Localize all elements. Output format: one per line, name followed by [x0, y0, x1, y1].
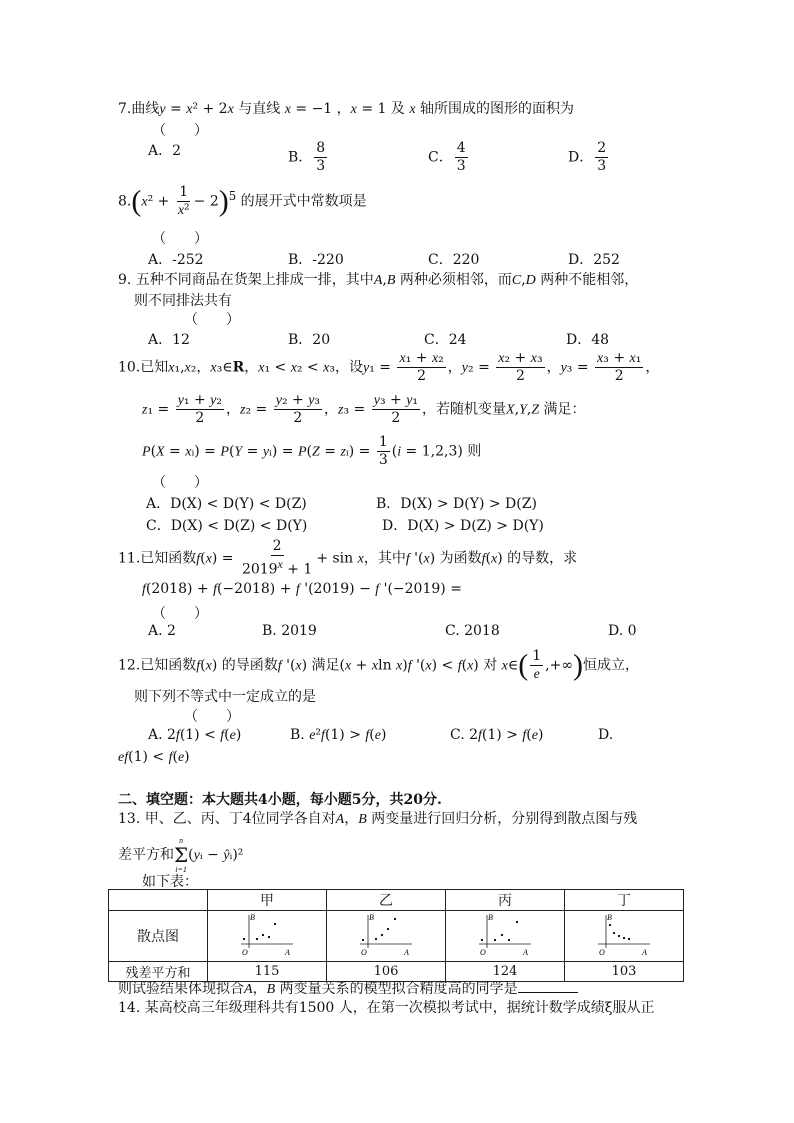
- q11-option-c: C. 2018: [445, 623, 500, 639]
- table-header-ding: 丁: [565, 890, 684, 911]
- residual-jia: 115: [208, 962, 327, 982]
- q7-option-d: D． $\frac{2}{3}$: [568, 140, 607, 174]
- svg-text:A: A: [404, 948, 409, 957]
- q12-option-d-cont: ef(1) < f(e): [118, 749, 190, 765]
- q7-option-b: B． $\frac{8}{3}$: [288, 140, 326, 174]
- svg-text:A: A: [523, 948, 528, 957]
- q10-line2: z₁ = $\frac{\text{y₁ + y₂}}{2}$ ，z₂ = $\frac{\text{y₂ + y₃}}{2}$ ，z₃ = $\frac{\text{y₃ + y₁}}{2}$ ，若随机变量X,Y,Z 满足：: [142, 392, 586, 426]
- q14-line1: 14. 某高校高三年级理科共有1500 人，在第一次模拟考试中，据统计数学成绩ξ服从正: [118, 1000, 655, 1016]
- table-header-empty: [109, 890, 208, 911]
- q12-paren: （ ）: [184, 709, 240, 725]
- q8-option-b: B．-220: [288, 252, 344, 268]
- q7-option-c: C． $\frac{4}{3}$: [428, 140, 466, 174]
- svg-text:O: O: [361, 948, 367, 957]
- q10-paren: （ ）: [152, 475, 208, 491]
- svg-text:A: A: [642, 948, 647, 957]
- q12-option-b: B. e²f(1) > f(e): [290, 727, 387, 743]
- q9-option-d: D．48: [566, 332, 610, 348]
- q12-option-a: A. 2f(1) < f(e): [148, 727, 242, 743]
- table-header-jia: 甲: [208, 890, 327, 911]
- row-label-residual: 残差平方和: [109, 962, 208, 982]
- svg-text:O: O: [480, 948, 486, 957]
- q11-option-b: B. 2019: [262, 623, 317, 639]
- row-label-scatter: 散点图: [109, 911, 208, 962]
- q10-option-c: C．D(X) < D(Z) < D(Y): [146, 518, 308, 534]
- q13-line2: 差平方和 n Σ i=1 (yᵢ − ŷᵢ)²: [118, 836, 244, 874]
- answer-blank[interactable]: [518, 992, 578, 993]
- q11-paren: （ ）: [152, 606, 208, 622]
- scatter-plot-yi: [327, 911, 446, 962]
- q10-line3: P(X = xᵢ) = P(Y = yᵢ) = P(Z = zᵢ) = $\frac{1}{3}$ (i = 1,2,3) 则: [142, 434, 482, 468]
- svg-text:O: O: [599, 948, 605, 957]
- q7-paren: （ ）: [152, 123, 208, 139]
- q10-option-b: B．D(X) > D(Y) > D(Z): [376, 496, 537, 512]
- table-header-yi: 乙: [327, 890, 446, 911]
- q10-option-d: D．D(X) > D(Z) > D(Y): [382, 518, 544, 534]
- q12-line2: 则下列不等式中一定成立的是: [134, 689, 316, 705]
- table-header-row: [109, 890, 684, 911]
- q9-option-b: B．20: [288, 332, 331, 348]
- svg-text:A: A: [285, 948, 290, 957]
- q9-paren: （ ）: [184, 312, 240, 328]
- q11-option-d: D. 0: [608, 623, 637, 639]
- q11-line1: 11.已知函数f(x) = $\frac{2}{2019^x + 1}$ + sin x，其中f '(x) 为函数f(x) 的导数，求: [118, 538, 578, 578]
- q11-option-a: A. 2: [148, 623, 176, 639]
- q8-stem: 8.(x² + $\frac{1}{\text{x²}}$ − 2)$^5$ 的展开式中常数项是: [118, 184, 367, 218]
- q7-stem: 7.曲线y = x² + 2x 与直线 x = −1 ，x = 1 及 x 轴所围成的图形的面积为: [118, 101, 574, 117]
- q8-paren: （ ）: [152, 231, 208, 247]
- q7-option-a: A．2: [148, 143, 182, 159]
- scatter-plot-bing: [446, 911, 565, 962]
- q10-option-a: A．D(X) < D(Y) < D(Z): [146, 496, 307, 512]
- q9-line1: 9. 五种不同商品在货架上排成一排，其中A,B 两种必须相邻，而C,D 两种不能相邻，: [118, 272, 639, 288]
- q9-line2: 则不同排法共有: [134, 293, 232, 309]
- q13-line3: 如下表：: [142, 874, 198, 890]
- q8-option-c: C．220: [428, 252, 480, 268]
- svg-text:O: O: [242, 948, 248, 957]
- table-row-scatter: [109, 911, 684, 962]
- q12-line1: 12.已知函数f(x) 的导函数f '(x) 满足(x + xln x)f '(x) < f(x) 对 x∈( $\frac{1}{e}$ ,+∞)恒成立，: [118, 648, 640, 682]
- q13-after: 则试验结果体现拟合A，B 两变量关系的模型拟合精度高的同学是: [118, 978, 578, 998]
- residual-yi: 106: [327, 962, 446, 982]
- section-heading: 二、填空题：本大题共4小题，每小题5分，共20分.: [118, 792, 442, 808]
- q12-option-c: C. 2f(1) > f(e): [450, 727, 544, 743]
- residual-table: [108, 889, 684, 982]
- q11-line2: f(2018) + f(−2018) + f '(2019) − f '(−2019) =: [142, 581, 462, 597]
- q9-option-a: A．12: [148, 332, 190, 348]
- q8-option-d: D．252: [568, 252, 620, 268]
- table-header-bing: 丙: [446, 890, 565, 911]
- svg-text:B: B: [369, 913, 374, 922]
- svg-text:B: B: [488, 913, 493, 922]
- q9-option-c: C．24: [424, 332, 467, 348]
- q8-option-a: A．-252: [148, 252, 204, 268]
- residual-bing: 124: [446, 962, 565, 982]
- residual-ding: 103: [565, 962, 684, 982]
- q12-option-d: D.: [598, 727, 614, 743]
- q13-line1: 13. 甲、乙、丙、丁4位同学各自对A，B 两变量进行回归分析，分别得到散点图与残: [118, 811, 638, 827]
- q10-line1: 10.已知x₁,x₂，x₃∈R，x₁ < x₂ < x₃，设y₁ = $\frac{\text{x₁ + x₂}}{2}$ ，y₂ = $\frac{\text{x₂ + x₃}}{2}$ ，y₃ = $\frac{\text{x₃ + x₁}}{2}$ ，: [118, 350, 660, 384]
- scatter-plot-jia: [208, 911, 327, 962]
- svg-text:B: B: [607, 913, 612, 922]
- svg-text:B: B: [250, 913, 255, 922]
- scatter-plot-ding: [565, 911, 684, 962]
